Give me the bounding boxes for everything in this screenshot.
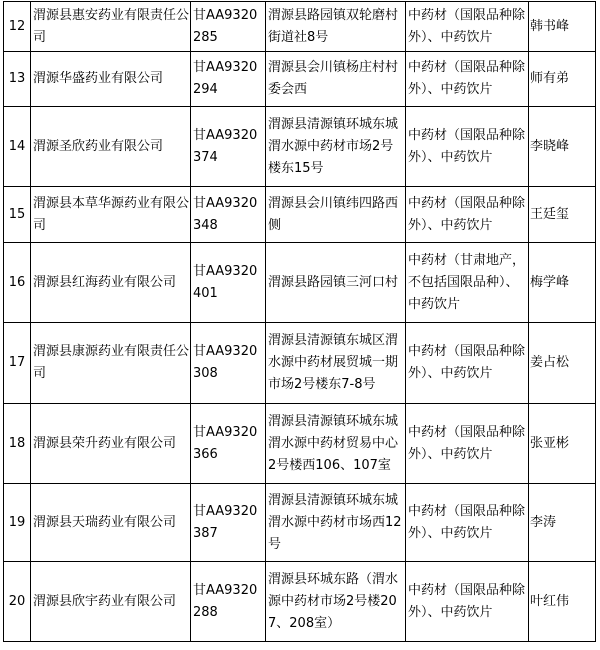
table-row [4, 52, 596, 107]
row-number: 17 [4, 323, 31, 404]
table-row [4, 323, 596, 404]
responsible-person: 韩书峰 [529, 2, 596, 52]
responsible-person: 李涛 [529, 484, 596, 562]
business-scope: 中药材（国限品种除外）、中药饮片 [406, 323, 529, 404]
address: 渭源县清源镇环城东城渭水源中药材市场西12号 [266, 484, 406, 562]
table-row [4, 484, 596, 562]
table-row [4, 404, 596, 484]
company-name: 渭源圣欣药业有限公司 [31, 107, 191, 187]
table-row [4, 2, 596, 52]
business-scope: 中药材（国限品种除外）、中药饮片 [406, 484, 529, 562]
row-number: 18 [4, 404, 31, 484]
address: 渭源县路园镇三河口村 [266, 243, 406, 323]
business-scope: 中药材（国限品种除外）、中药饮片 [406, 52, 529, 107]
license-number: 甘AA9320288 [191, 562, 266, 642]
row-number: 12 [4, 2, 31, 52]
table-row [4, 243, 596, 323]
responsible-person: 叶红伟 [529, 562, 596, 642]
responsible-person: 王廷玺 [529, 187, 596, 243]
address: 渭源县清源镇环城东城渭水源中药材贸易中心2号楼西106、107室 [266, 404, 406, 484]
company-name: 渭源县天瑞药业有限公司 [31, 484, 191, 562]
business-scope: 中药材（甘肃地产，不包括国限品种）、中药饮片 [406, 243, 529, 323]
address: 渭源县清源镇东城区渭水源中药材展贸城一期市场2号楼东7-8号 [266, 323, 406, 404]
table-row [4, 187, 596, 243]
company-name: 渭源县荣升药业有限公司 [31, 404, 191, 484]
license-number: 甘AA9320308 [191, 323, 266, 404]
row-number: 20 [4, 562, 31, 642]
row-number: 13 [4, 52, 31, 107]
table-row [4, 562, 596, 642]
license-number: 甘AA9320285 [191, 2, 266, 52]
responsible-person: 张亚彬 [529, 404, 596, 484]
business-scope: 中药材（国限品种除外）、中药饮片 [406, 562, 529, 642]
company-name: 渭源县康源药业有限责任公司 [31, 323, 191, 404]
address: 渭源县路园镇双轮磨村街道社8号 [266, 2, 406, 52]
responsible-person: 李晓峰 [529, 107, 596, 187]
row-number: 15 [4, 187, 31, 243]
business-scope: 中药材（国限品种除外）、中药饮片 [406, 107, 529, 187]
responsible-person: 师有弟 [529, 52, 596, 107]
address: 渭源县会川镇杨庄村村委会西 [266, 52, 406, 107]
business-scope: 中药材（国限品种除外）、中药饮片 [406, 2, 529, 52]
company-name: 渭源华盛药业有限公司 [31, 52, 191, 107]
license-number: 甘AA9320401 [191, 243, 266, 323]
row-number: 19 [4, 484, 31, 562]
company-name: 渭源县本草华源药业有限公司 [31, 187, 191, 243]
table-row [4, 107, 596, 187]
enterprise-table [3, 1, 596, 642]
business-scope: 中药材（国限品种除外）、中药饮片 [406, 187, 529, 243]
responsible-person: 梅学峰 [529, 243, 596, 323]
business-scope: 中药材（国限品种除外）、中药饮片 [406, 404, 529, 484]
license-number: 甘AA9320294 [191, 52, 266, 107]
company-name: 渭源县惠安药业有限责任公司 [31, 2, 191, 52]
company-name: 渭源县红海药业有限公司 [31, 243, 191, 323]
address: 渭源县环城东路（渭水源中药材市场2号楼207、208室） [266, 562, 406, 642]
license-number: 甘AA9320348 [191, 187, 266, 243]
row-number: 14 [4, 107, 31, 187]
address: 渭源县清源镇环城东城渭水源中药材市场2号楼东15号 [266, 107, 406, 187]
company-name: 渭源县欣宇药业有限公司 [31, 562, 191, 642]
responsible-person: 姜占松 [529, 323, 596, 404]
license-number: 甘AA9320387 [191, 484, 266, 562]
row-number: 16 [4, 243, 31, 323]
license-number: 甘AA9320374 [191, 107, 266, 187]
license-number: 甘AA9320366 [191, 404, 266, 484]
address: 渭源县会川镇纬四路西侧 [266, 187, 406, 243]
